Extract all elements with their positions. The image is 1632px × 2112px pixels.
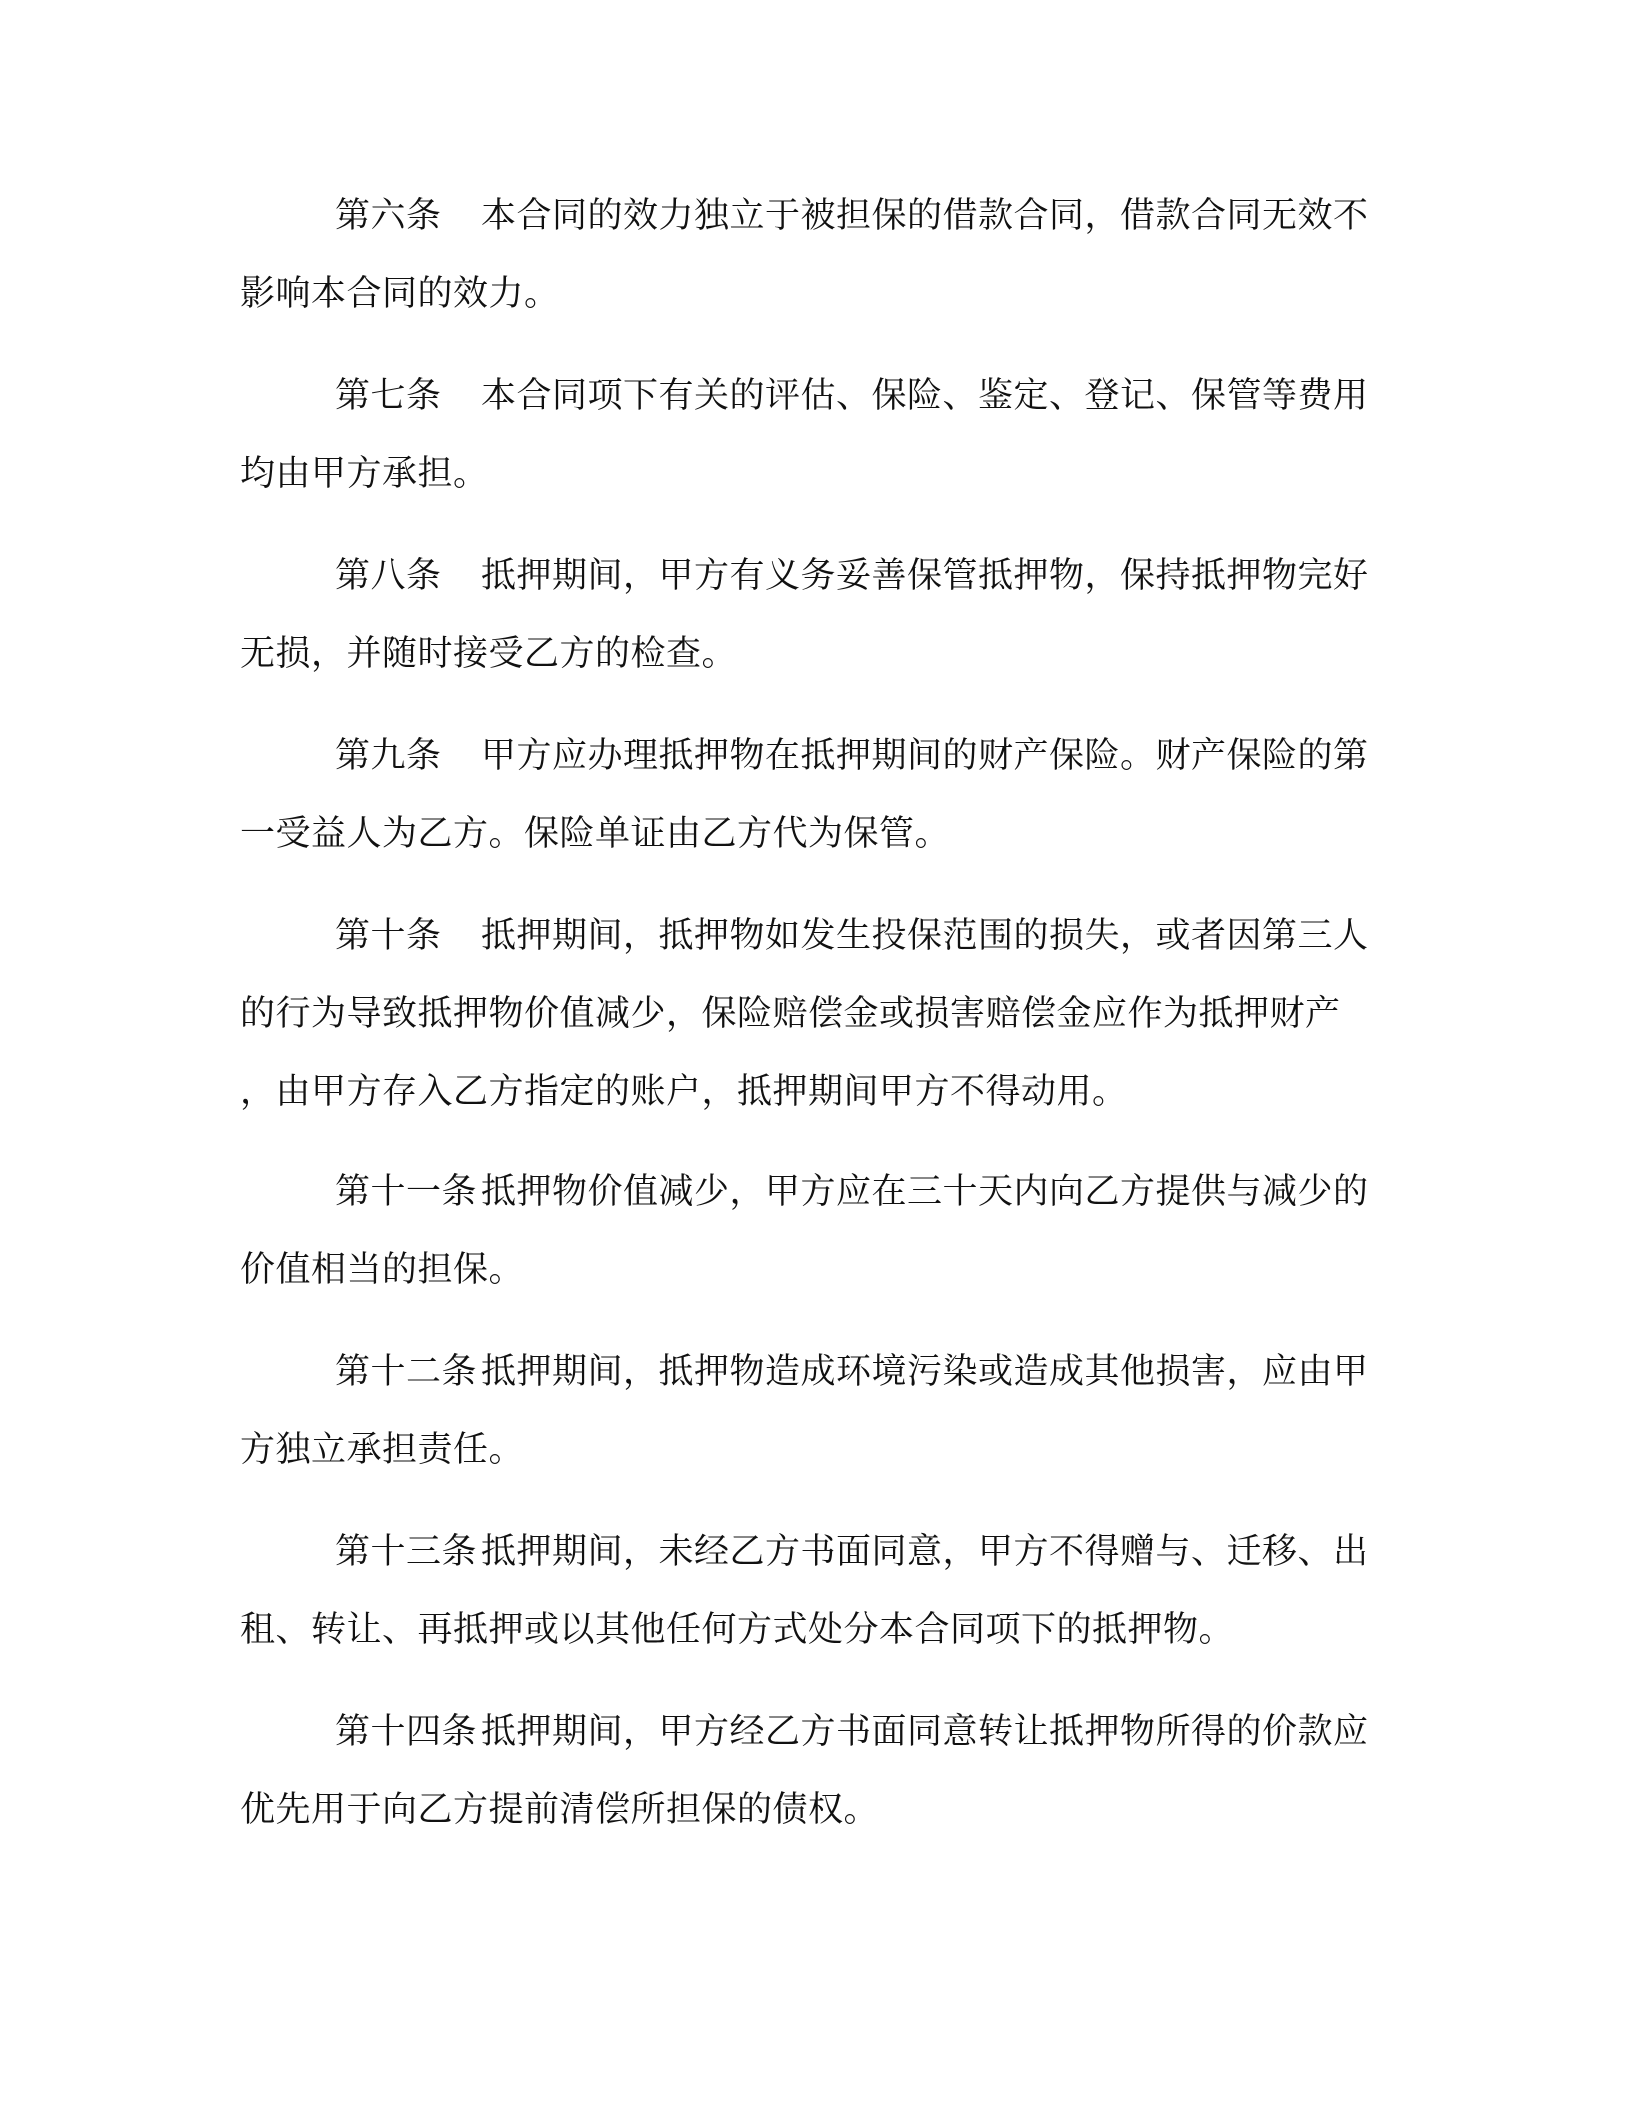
article-number: 第十条 [335,916,442,956]
article-number: 第十四条 [335,1712,478,1752]
article-11 [240,1153,1370,1309]
article-7 [240,357,1370,513]
article-text: 甲方应办理抵押物在抵押期间的财产保险。财产保险的第一受益人为乙方。保险单证由乙方代为保管。 [240,736,1369,854]
article-text: 抵押期间，抵押物如发生投保范围的损失，或者因第三人的行为导致抵押物价值减少，保险赔偿金或损害赔偿金应作为抵押财产，由甲方存入乙方指定的账户，抵押期间甲方不得动用。 [240,916,1369,1112]
article-14 [240,1693,1370,1849]
article-text: 抵押物价值减少，甲方应在三十天内向乙方提供与减少的价值相当的担保。 [240,1172,1369,1290]
article-10 [240,897,1370,1131]
article-number: 第十二条 [335,1352,478,1392]
article-number: 第十三条 [335,1532,478,1572]
article-number: 第六条 [335,196,442,236]
article-text: 抵押期间，甲方有义务妥善保管抵押物，保持抵押物完好无损，并随时接受乙方的检查。 [240,556,1369,674]
article-12 [240,1333,1370,1489]
article-number: 第十一条 [335,1172,478,1212]
article-text: 抵押期间，抵押物造成环境污染或造成其他损害，应由甲方独立承担责任。 [240,1352,1369,1470]
article-number: 第九条 [335,736,442,776]
article-13 [240,1513,1370,1669]
article-9 [240,717,1370,873]
article-6 [240,177,1370,333]
article-number: 第七条 [335,376,442,416]
article-number: 第八条 [335,556,442,596]
article-text: 抵押期间，未经乙方书面同意，甲方不得赠与、迁移、出租、转让、再抵押或以其他任何方式处分本合同项下的抵押物。 [240,1532,1369,1650]
article-text: 本合同的效力独立于被担保的借款合同，借款合同无效不影响本合同的效力。 [240,196,1369,314]
article-text: 本合同项下有关的评估、保险、鉴定、登记、保管等费用均由甲方承担。 [240,376,1369,494]
article-text: 抵押期间，甲方经乙方书面同意转让抵押物所得的价款应优先用于向乙方提前清偿所担保的债权。 [240,1712,1369,1830]
article-8 [240,537,1370,693]
